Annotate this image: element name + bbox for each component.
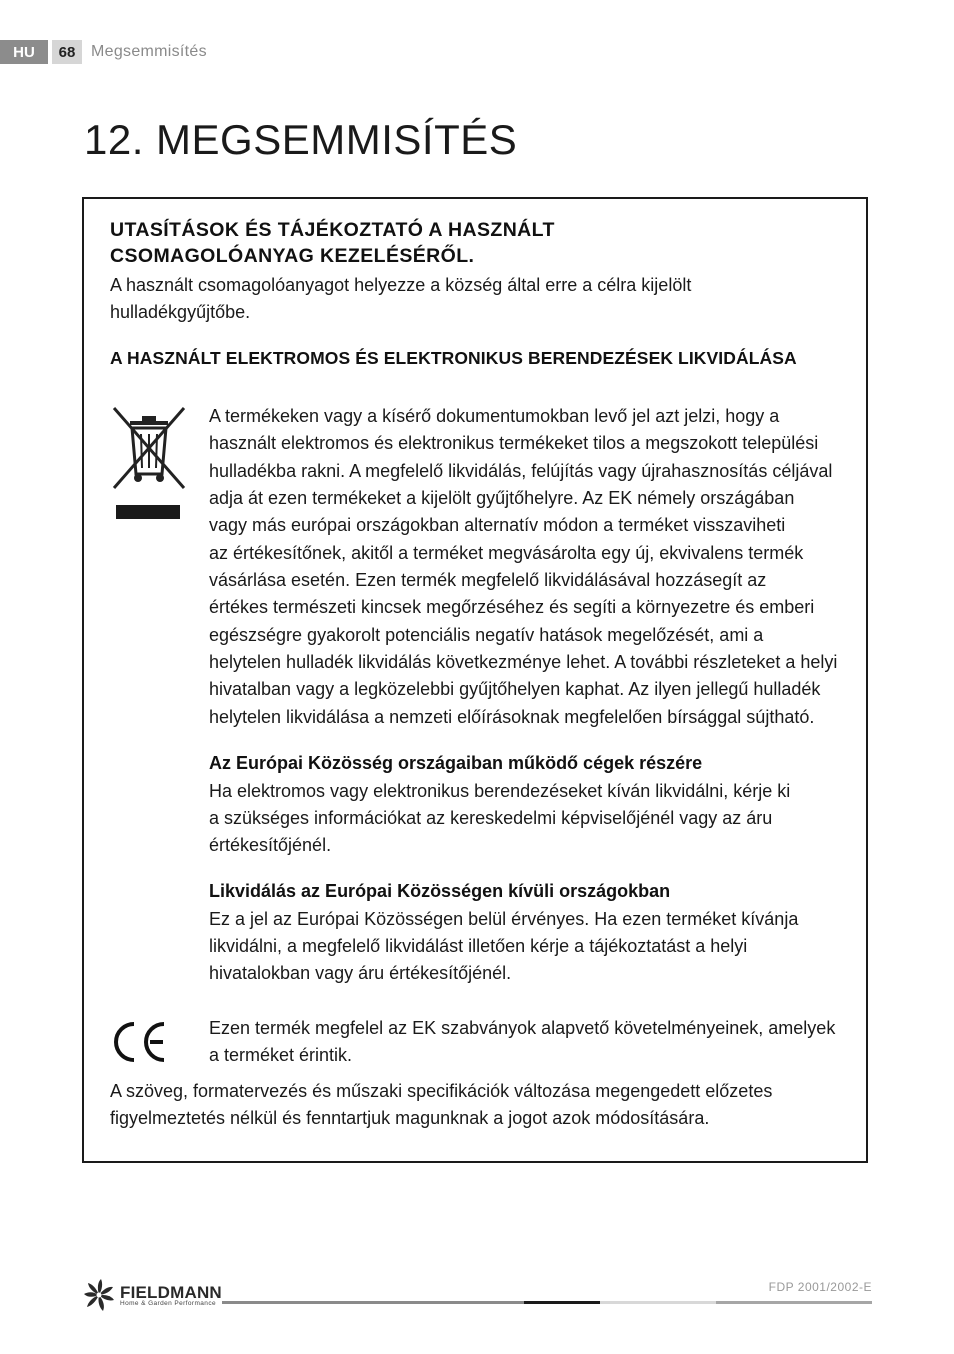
weee-line: hulladékba rakni. A megfelelő likvidálás, felújítás vagy újrahasznosítás céljával <box>209 461 833 481</box>
page-number: 68 <box>52 40 82 64</box>
weee-line: A termékeken vagy a kísérő dokumentumokban levő jel azt jelzi, hogy a <box>209 406 780 426</box>
weee-line: helytelen hulladék likvidálás következménye lehet. A további részleteket a helyi <box>209 652 838 672</box>
header-section-title: Megsemmisítés <box>91 43 207 60</box>
weee-heading: A HASZNÁLT ELEKTROMOS ÉS ELEKTRONIKUS BERENDEZÉSEK LIKVIDÁLÁSA <box>110 348 797 368</box>
footer-bar-segment <box>600 1301 716 1304</box>
weee-line: értékes természeti kincsek megőrzéséhez és segíti a környezetre és emberi <box>209 597 815 617</box>
packaging-text-line1: A használt csomagolóanyagot helyezze a község által erre a célra kijelölt <box>110 275 692 295</box>
eu-companies-line: értékesítőjénél. <box>209 835 332 855</box>
closing-line: A szöveg, formatervezés és műszaki specifikációk változása megengedett előzetes <box>110 1081 773 1101</box>
outside-eu-line: likvidálni, a megfelelő likvidálást illetően kérje a tájékoztatást a helyi <box>209 936 748 956</box>
weee-line: az értékesítőnek, akitől a terméket megvásárolta egy új, ekvivalens termék <box>209 543 804 563</box>
outside-eu-heading: Likvidálás az Európai Közösségen kívüli országokban <box>209 881 671 901</box>
weee-line: vásárlása esetén. Ezen termék megfelelő likvidálásával hozzásegít az <box>209 570 767 590</box>
packaging-heading-line2: CSOMAGOLÓANYAG KEZELÉSÉRŐL. <box>110 245 475 267</box>
brand-tagline: Home & Garden Performance <box>120 1300 216 1307</box>
ce-line: Ezen termék megfelel az EK szabványok alapvető követelményeinek, amelyek <box>209 1018 836 1038</box>
footer-bar-segment <box>524 1301 600 1304</box>
model-number: FDP 2001/2002-E <box>768 1280 872 1294</box>
brand-name: FIELDMANN <box>120 1283 222 1302</box>
eu-companies-heading: Az Európai Közösség országaiban működő cégek részére <box>209 753 703 773</box>
outside-eu-line: hivatalokban vagy áru értékesítőjénél. <box>209 963 512 983</box>
ce-mark-icon <box>110 1020 168 1064</box>
packaging-heading-line1: UTASÍTÁSOK ÉS TÁJÉKOZTATÓ A HASZNÁLT <box>110 219 555 241</box>
weee-line: használt elektromos és elektronikus termékeket tilos a megszokott települési <box>209 433 819 453</box>
ce-line: a terméket érintik. <box>209 1045 353 1065</box>
weee-line: vagy más európai országokban alternatív módon a terméket visszaviheti <box>209 515 786 535</box>
closing-line: figyelmeztetés nélkül és fenntartjuk magunknak a jogot azok módosítására. <box>110 1108 710 1128</box>
page-header <box>0 40 207 64</box>
weee-line: helytelen likvidálása a nemzeti előírásoknak megfelelően bírsággal sújtható. <box>209 707 815 727</box>
page-title: 12. MEGSEMMISÍTÉS <box>84 116 518 163</box>
packaging-text-line2: hulladékgyűjtőbe. <box>110 302 251 322</box>
footer-bar-segment <box>222 1301 524 1304</box>
fieldmann-logo-icon <box>82 1278 116 1312</box>
weee-line: hivatalban vagy a legközelebbi gyűjtőhelyen kaphat. Az ilyen jellegű hulladék <box>209 679 821 699</box>
footer-bar-segment <box>716 1301 872 1304</box>
weee-line: egészségre gyakorolt potenciális negatív hatások megelőzését, ami a <box>209 625 764 645</box>
language-badge: HU <box>0 40 48 64</box>
crossed-bin-icon <box>108 404 188 522</box>
eu-companies-line: Ha elektromos vagy elektronikus berendezéseket kíván likvidálni, kérje ki <box>209 781 791 801</box>
outside-eu-line: Ez a jel az Európai Közösségen belül érvényes. Ha ezen terméket kívánja <box>209 909 799 929</box>
eu-companies-line: a szükséges információkat az kereskedelmi képviselőjénél vagy az áru <box>209 808 773 828</box>
weee-line: adja át ezen termékeket a kijelölt gyűjtőhelyre. Az EK némely országában <box>209 488 795 508</box>
